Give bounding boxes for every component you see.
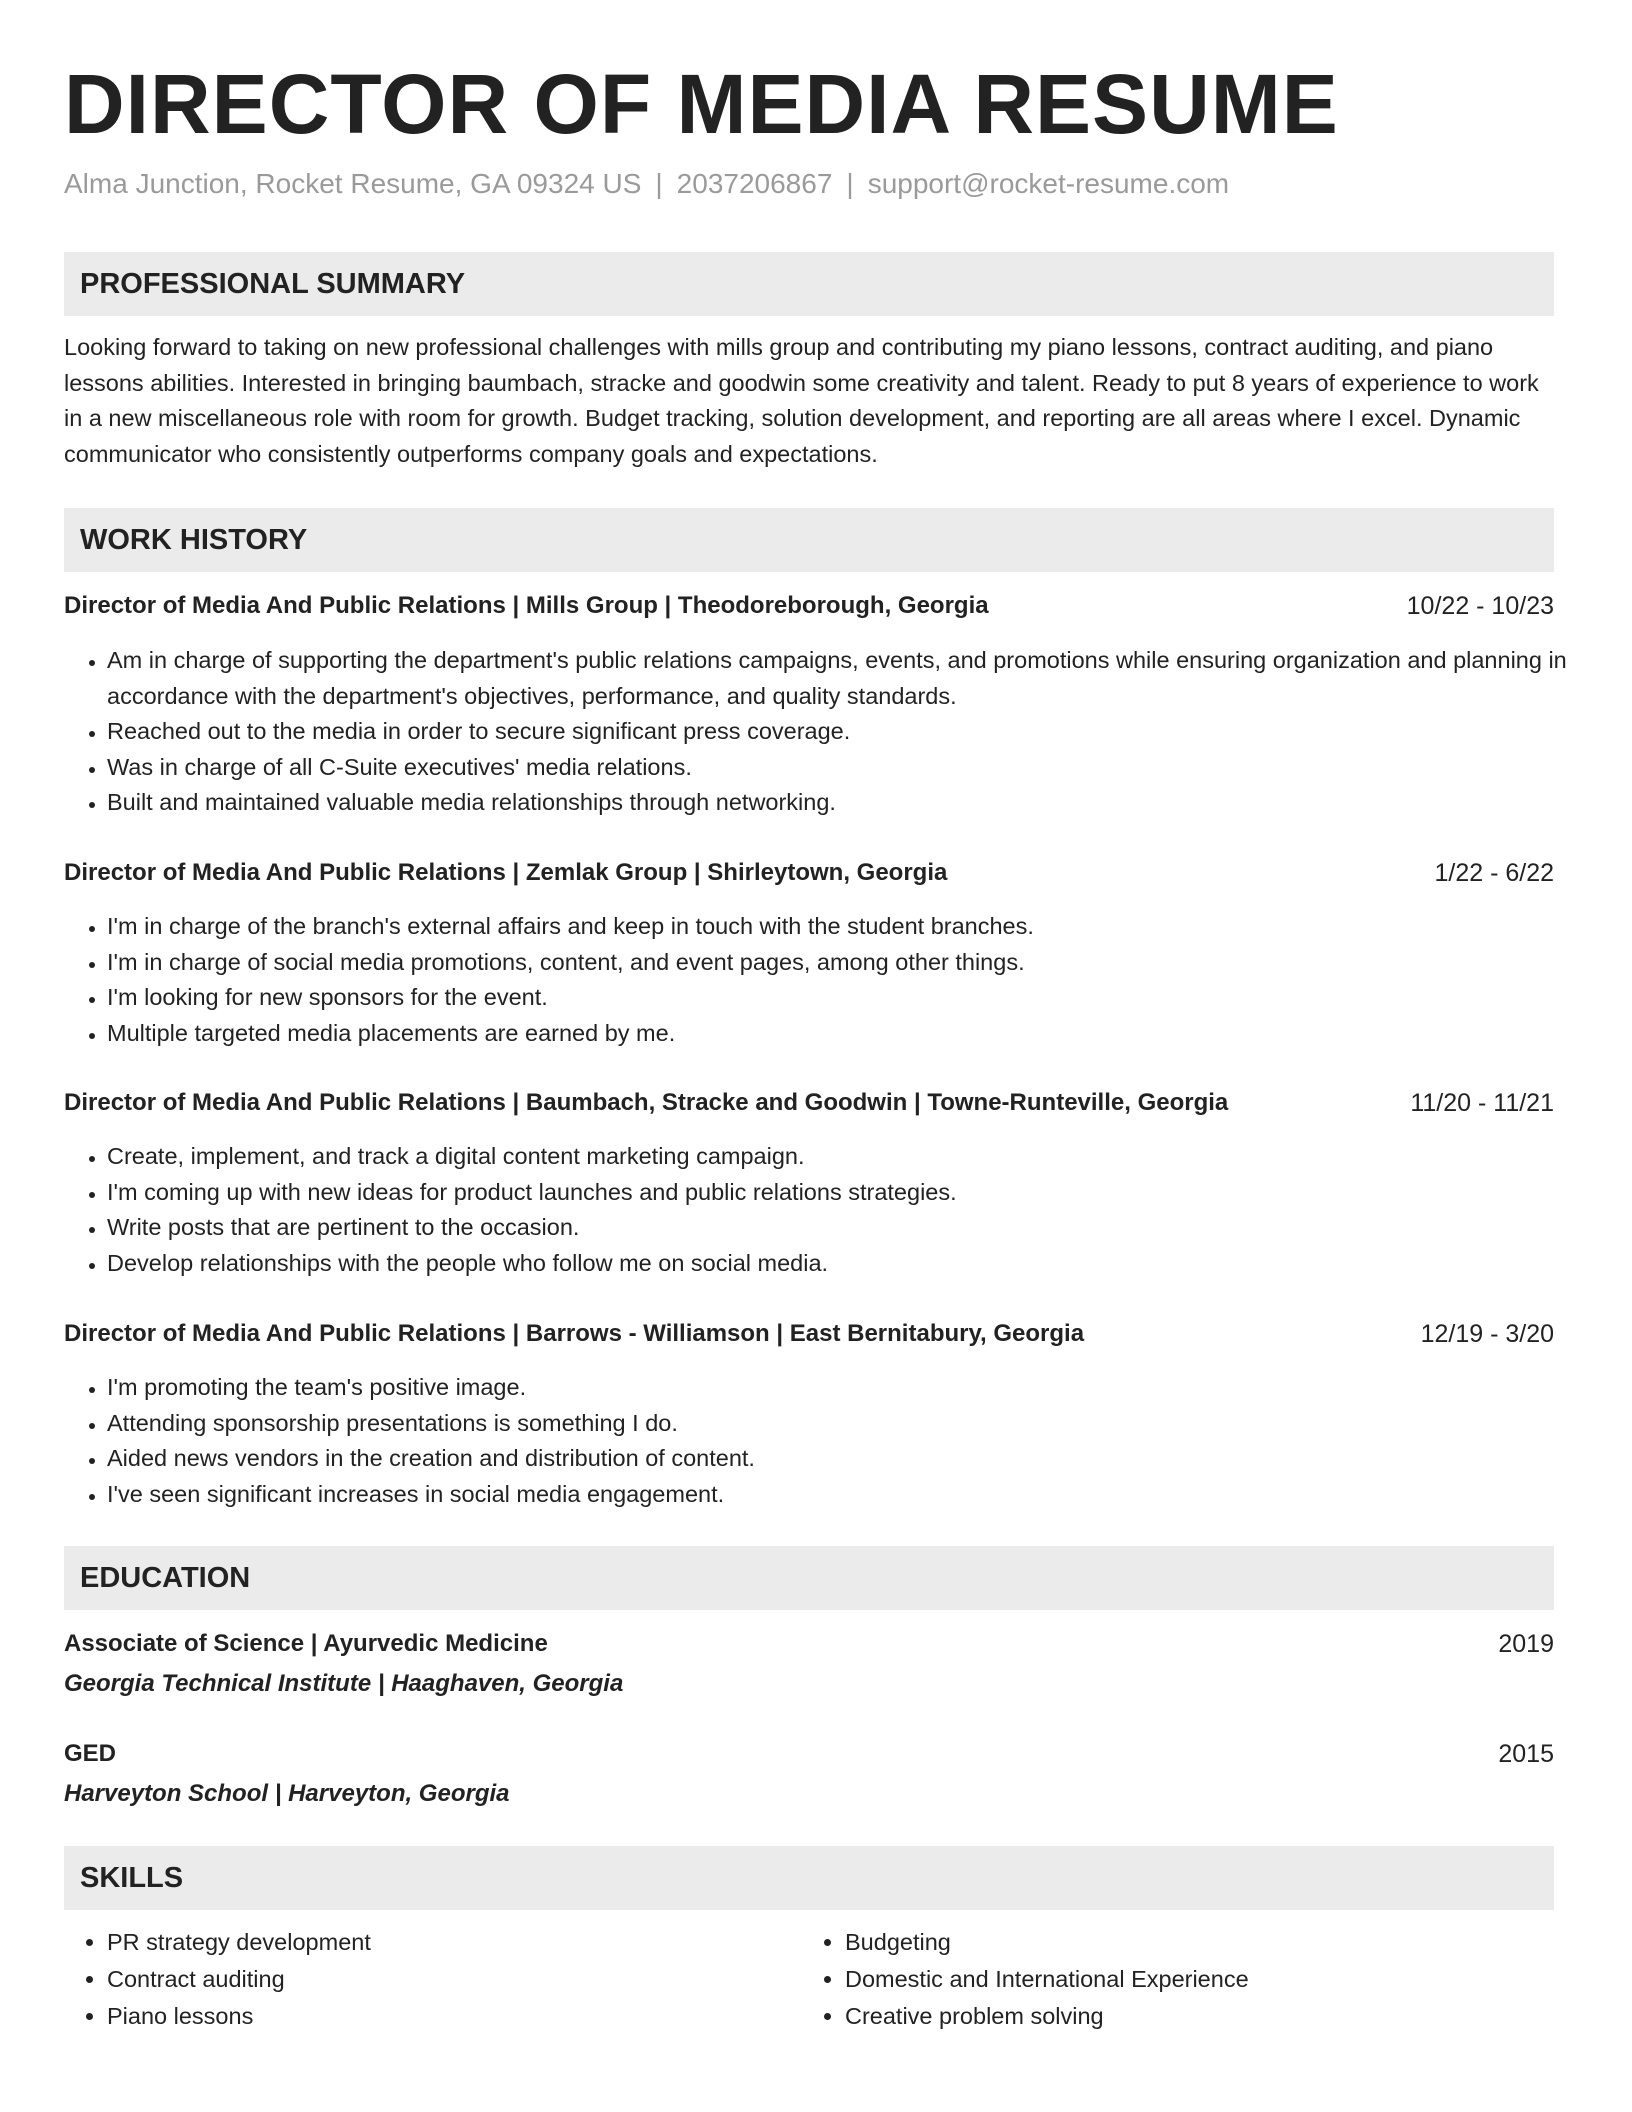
job-dates: 11/20 - 11/21 — [1410, 1089, 1554, 1117]
job-title: Director of Media And Public Relations | Barrows - Williamson | East Bernitabury, Georgia — [64, 1320, 1085, 1347]
job-bullet: • I've seen significant increases in social media engagement. — [107, 1477, 1597, 1513]
job-title-row — [64, 1318, 1554, 1350]
job-bullets — [64, 909, 1597, 1051]
contact-line — [64, 166, 1229, 202]
skills-list-left — [64, 1924, 747, 2035]
job-bullet: • Built and maintained valuable media relationships through networking. — [107, 785, 1597, 821]
job-bullet: • Reached out to the media in order to secure significant press coverage. — [107, 714, 1597, 750]
contact-email: support@rocket-resume.com — [867, 168, 1230, 199]
skill-item: • Budgeting — [845, 1924, 1485, 1961]
skill-item: • Creative problem solving — [845, 1998, 1485, 2035]
job-bullet: • Write posts that are pertinent to the occasion. — [107, 1210, 1597, 1246]
job-bullet: • Multiple targeted media placements are earned by me. — [107, 1016, 1597, 1052]
contact-separator: | — [846, 168, 854, 199]
job-bullet: • Am in charge of supporting the department's public relations campaigns, events, and promotions while ensuring organization and planning in accordance with the department's objectives, performance, and quality standards. — [107, 643, 1597, 714]
job-bullets — [64, 1139, 1597, 1281]
education-degree-row — [64, 1738, 1554, 1770]
job-title-row — [64, 590, 1554, 622]
job-bullet: • Aided news vendors in the creation and distribution of content. — [107, 1441, 1597, 1477]
resume-title: DIRECTOR OF MEDIA RESUME — [64, 57, 1339, 151]
education-school: Harveyton School | Harveyton, Georgia — [64, 1780, 510, 1807]
education-school: Georgia Technical Institute | Haaghaven, Georgia — [64, 1670, 624, 1697]
section-header-skills: SKILLS — [64, 1846, 1554, 1910]
job-bullets — [64, 1370, 1597, 1512]
job-title-row — [64, 1087, 1554, 1119]
job-title: Director of Media And Public Relations | Zemlak Group | Shirleytown, Georgia — [64, 859, 948, 886]
job-bullet: • I'm looking for new sponsors for the event. — [107, 980, 1597, 1016]
job-title-row — [64, 857, 1554, 889]
job-title: Director of Media And Public Relations | Baumbach, Stracke and Goodwin | Towne-Runteville, Georgia — [64, 1089, 1229, 1116]
job-bullet: • I'm promoting the team's positive image. — [107, 1370, 1597, 1406]
contact-address: Alma Junction, Rocket Resume, GA 09324 US — [64, 168, 642, 199]
job-bullet: • I'm coming up with new ideas for product launches and public relations strategies. — [107, 1175, 1597, 1211]
job-bullet: • Was in charge of all C-Suite executives' media relations. — [107, 750, 1597, 786]
education-degree: Associate of Science | Ayurvedic Medicine — [64, 1630, 548, 1657]
skill-item: • Piano lessons — [107, 1998, 747, 2035]
job-bullet: • I'm in charge of social media promotions, content, and event pages, among other things. — [107, 945, 1597, 981]
skill-item: • Domestic and International Experience — [845, 1961, 1485, 1998]
education-degree: GED — [64, 1740, 117, 1767]
job-dates: 10/22 - 10/23 — [1406, 592, 1554, 620]
education-year: 2015 — [1498, 1740, 1554, 1768]
contact-separator: | — [655, 168, 663, 199]
education-year: 2019 — [1498, 1630, 1554, 1658]
summary-text: Looking forward to taking on new professional challenges with mills group and contributing my piano lessons, contract auditing, and piano lessons abilities. Interested in bringing baumbach, stracke and goodwin some creativity and talent. Ready to put 8 years of experience to work in a new miscellaneous role with room for growth. Budget tracking, solution development, and reporting are all areas where I excel. Dynamic communicator who consistently outperforms company goals and expectations. — [64, 334, 1539, 467]
job-bullets — [64, 643, 1597, 821]
skill-item: • Contract auditing — [107, 1961, 747, 1998]
job-bullet: • Create, implement, and track a digital content marketing campaign. — [107, 1139, 1597, 1175]
section-header-education: EDUCATION — [64, 1546, 1554, 1610]
skills-list-right — [802, 1924, 1485, 2035]
skill-item: • PR strategy development — [107, 1924, 747, 1961]
section-header-work-history: WORK HISTORY — [64, 508, 1554, 572]
job-dates: 1/22 - 6/22 — [1434, 859, 1554, 887]
job-title: Director of Media And Public Relations | Mills Group | Theodoreborough, Georgia — [64, 592, 989, 619]
section-header-summary: PROFESSIONAL SUMMARY — [64, 252, 1554, 316]
job-bullet: • Develop relationships with the people who follow me on social media. — [107, 1246, 1597, 1282]
job-bullet: • I'm in charge of the branch's external affairs and keep in touch with the student branches. — [107, 909, 1597, 945]
job-dates: 12/19 - 3/20 — [1420, 1320, 1554, 1348]
job-bullet: • Attending sponsorship presentations is something I do. — [107, 1406, 1597, 1442]
contact-phone: 2037206867 — [676, 168, 833, 199]
education-degree-row — [64, 1628, 1554, 1660]
